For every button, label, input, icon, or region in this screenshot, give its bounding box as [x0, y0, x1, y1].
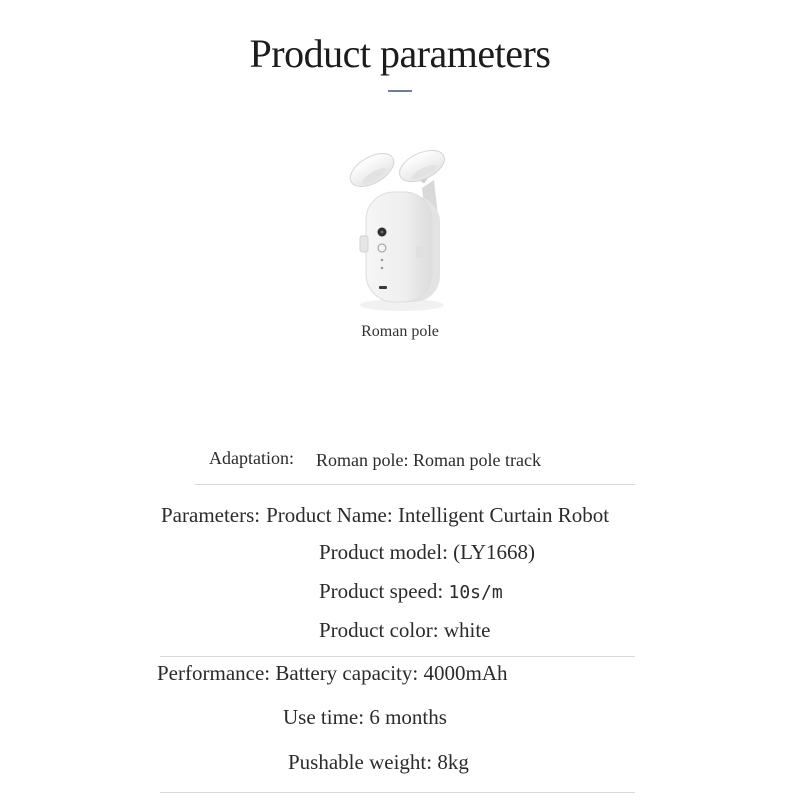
- param-value: white: [443, 618, 491, 642]
- parameters-row-2: [319, 540, 535, 565]
- curtain-robot-image: [330, 140, 470, 315]
- perf-key: Battery capacity:: [275, 661, 419, 685]
- parameters-row-4: [319, 618, 490, 643]
- perf-value: 8kg: [437, 750, 469, 774]
- performance-row-3: [288, 750, 469, 775]
- perf-key: Use time:: [283, 705, 365, 729]
- param-key: Product model:: [319, 540, 448, 564]
- adaptation-value: Roman pole: Roman pole track: [316, 450, 541, 470]
- param-key: Product Name:: [266, 503, 393, 527]
- adaptation-label: Adaptation:: [209, 448, 294, 468]
- parameters-row-1: [161, 503, 609, 528]
- separator: [160, 792, 635, 793]
- param-value: 10s/m: [448, 582, 503, 603]
- separator: [195, 484, 635, 485]
- page-title: Product parameters: [249, 31, 551, 76]
- image-caption: Roman pole: [361, 323, 439, 340]
- param-value: (LY1668): [453, 540, 536, 564]
- performance-label: Performance:: [157, 661, 271, 685]
- performance-row-1: [157, 661, 507, 686]
- parameters-label: Parameters:: [161, 503, 261, 527]
- param-key: Product speed:: [319, 579, 444, 603]
- parameters-row-3: [319, 579, 503, 604]
- separator: [160, 656, 635, 657]
- param-key: Product color:: [319, 618, 439, 642]
- perf-key: Pushable weight:: [288, 750, 433, 774]
- perf-value: 4000mAh: [423, 661, 508, 685]
- performance-row-2: [283, 705, 447, 730]
- perf-value: 6 months: [369, 705, 447, 729]
- param-value: Intelligent Curtain Robot: [397, 503, 610, 527]
- title-underline: [388, 90, 412, 92]
